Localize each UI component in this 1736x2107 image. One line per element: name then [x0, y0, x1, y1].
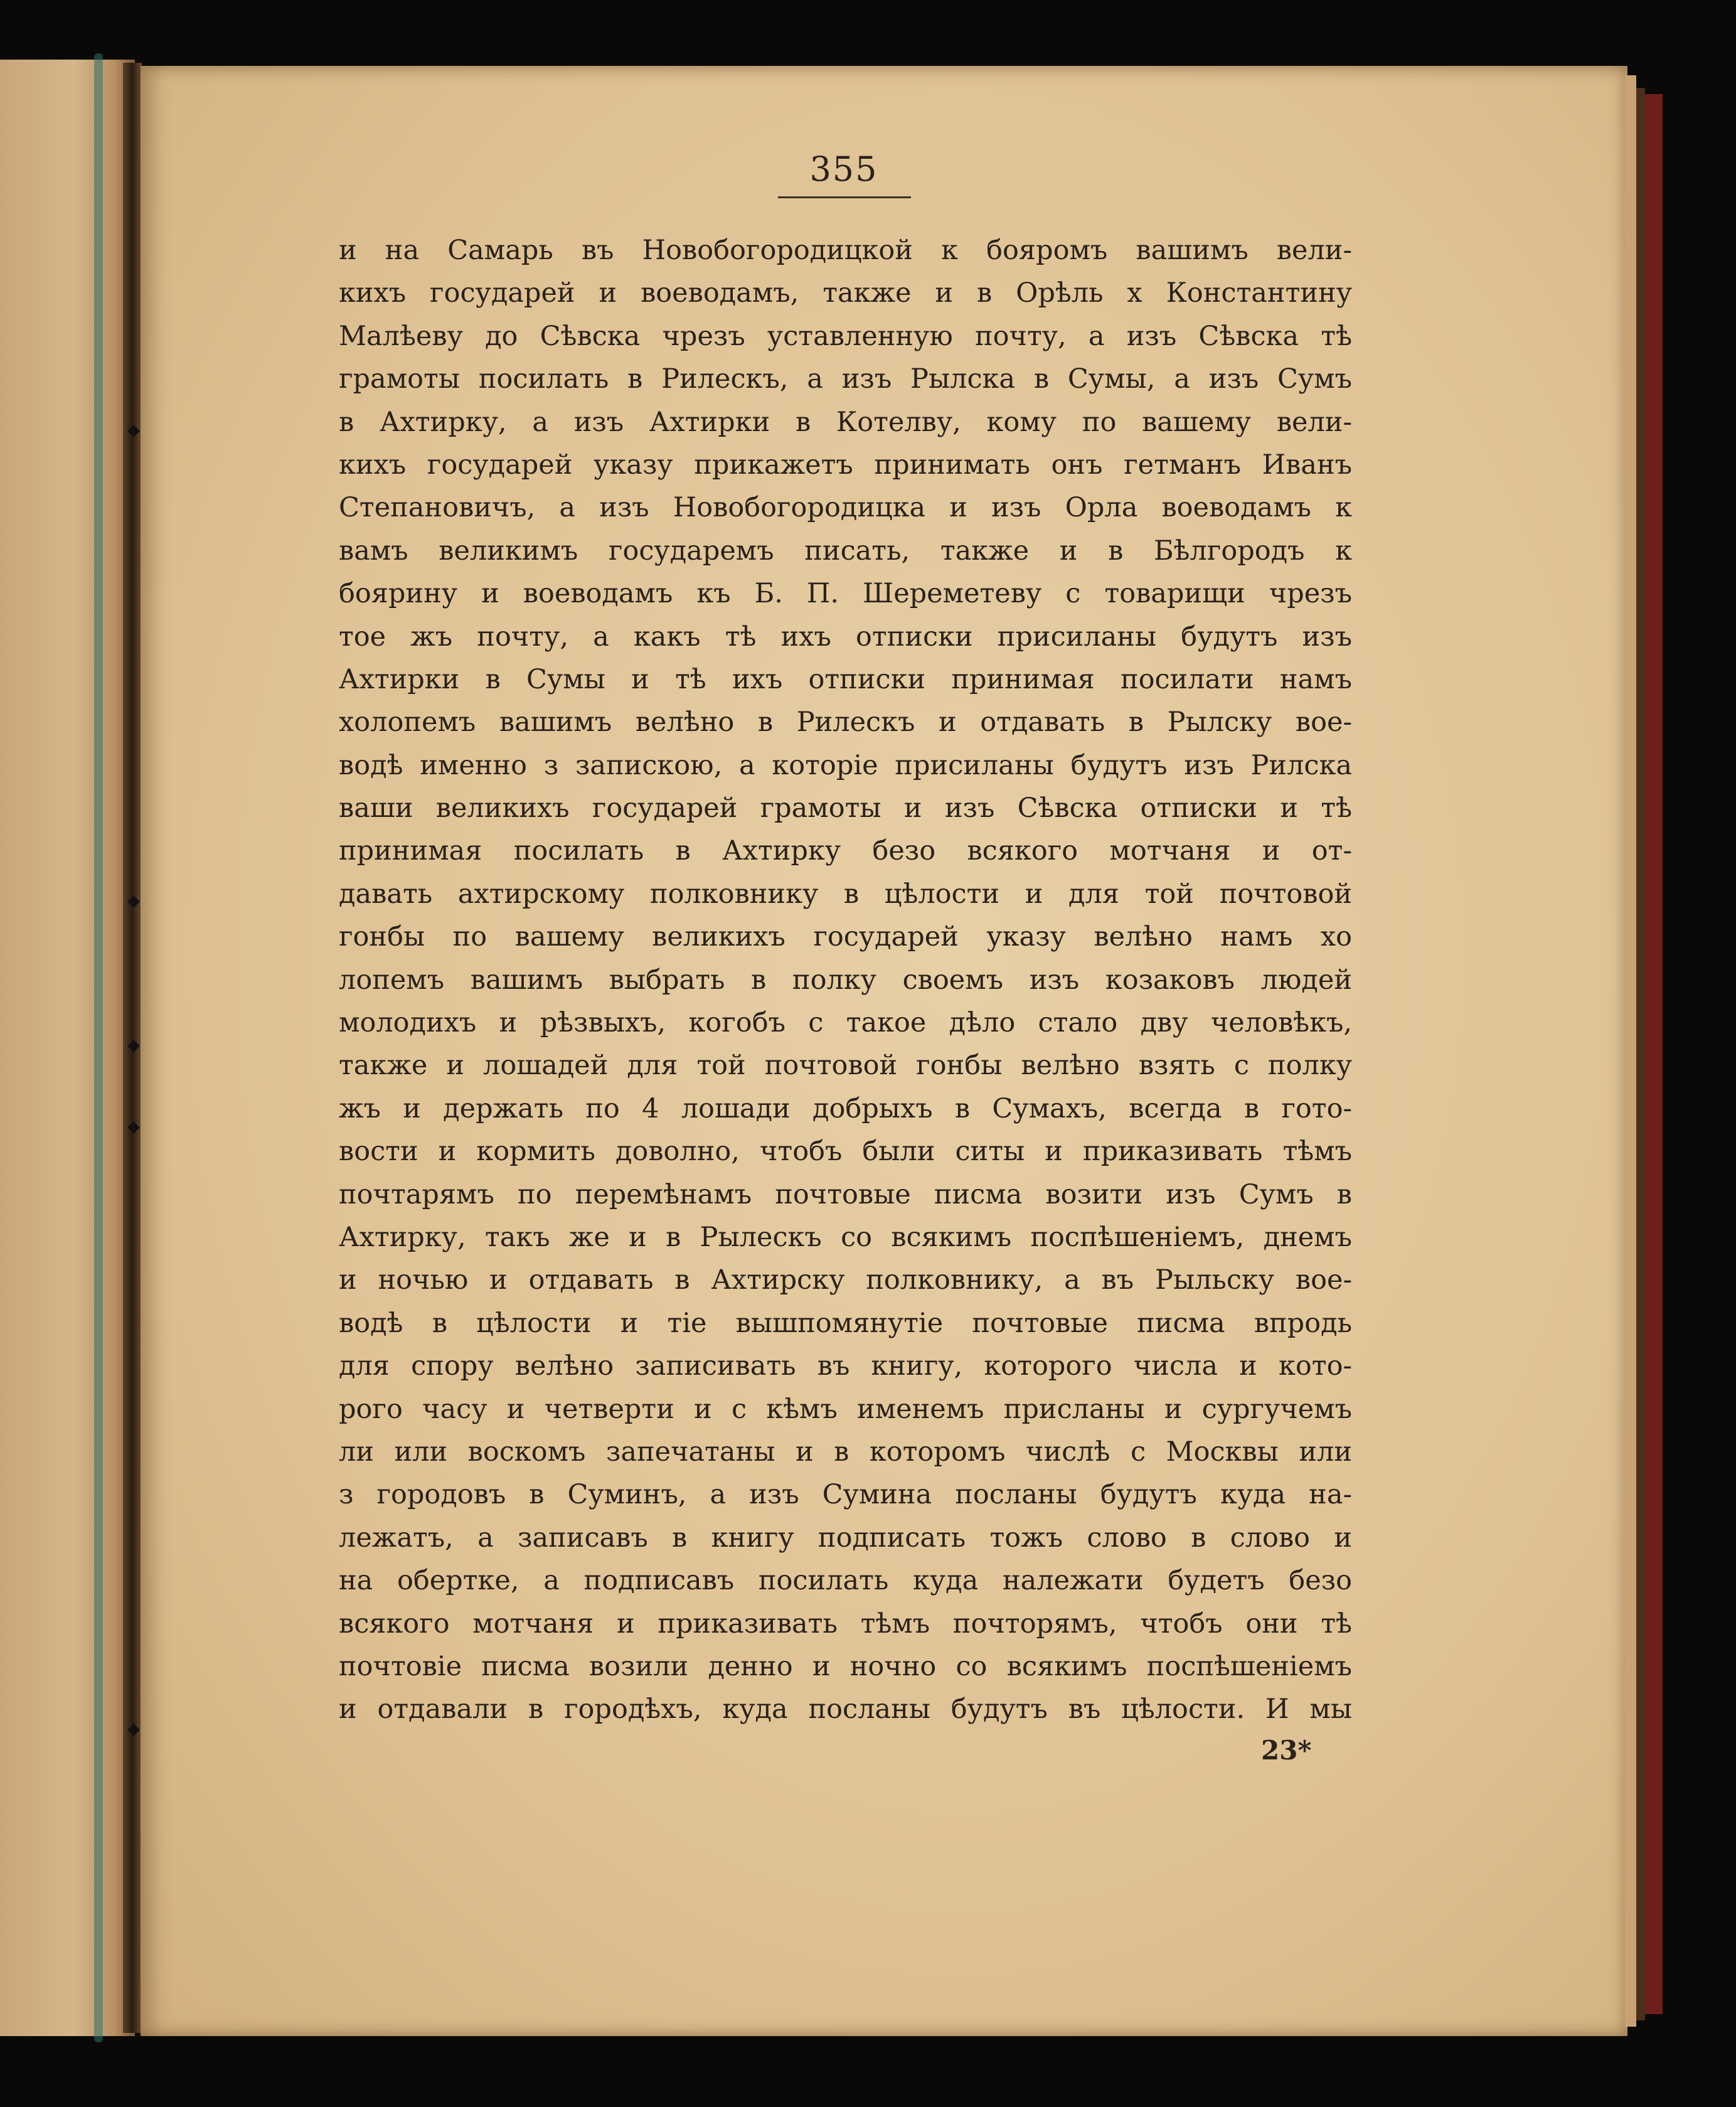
text-line: холопемъ вашимъ велѣно в Рилескъ и отдавать в Рылску вое-	[339, 707, 1352, 739]
printer-signature-mark: 23*	[1261, 1735, 1312, 1766]
text-line: и ночью и отдавать в Ахтирску полковнику, а въ Рыльску вое-	[339, 1264, 1352, 1296]
text-line: водѣ именно з запискою, а которіе присиланы будутъ изъ Рилска	[339, 749, 1352, 781]
text-line: жъ и держать по 4 лошади добрыхъ в Сумахъ, всегда в гото-	[339, 1092, 1352, 1124]
text-line: в Ахтирку, а изъ Ахтирки в Котелву, кому по вашему вели-	[339, 406, 1352, 438]
text-line: боярину и воеводамъ къ Б. П. Шереметеву с товарищи чрезъ	[339, 578, 1352, 610]
body-text	[339, 229, 1352, 1731]
text-line: Степановичъ, а изъ Новобогородицка и изъ Орла воеводамъ к	[339, 492, 1352, 524]
page-stack-edge	[1636, 88, 1645, 2020]
text-line: всякого мотчаня и приказивать тѣмъ почторямъ, чтобъ они тѣ	[339, 1608, 1352, 1640]
page-number-rule	[778, 196, 911, 198]
text-line: рого часу и четверти и с кѣмъ именемъ присланы и сургучемъ	[339, 1393, 1352, 1425]
text-line: Ахтирку, такъ же и в Рылескъ со всякимъ поспѣшеніемъ, днемъ	[339, 1221, 1352, 1253]
cover-edge	[1645, 94, 1663, 2014]
text-line: кихъ государей и воеводамъ, также и в Орѣль х Константину	[339, 277, 1352, 309]
text-line: вости и кормить доволно, чтобъ были ситы и приказивать тѣмъ	[339, 1136, 1352, 1168]
page-number: 355	[809, 149, 878, 189]
text-line: водѣ в цѣлости и тіе вышпомянутіе почтовые писма впродь	[339, 1307, 1352, 1339]
text-line: з городовъ в Суминъ, а изъ Сумина посланы будутъ куда на-	[339, 1479, 1352, 1511]
text-line: ли или воскомъ запечатаны и в которомъ числѣ с Москвы или	[339, 1436, 1352, 1468]
text-line: на обертке, а подписавъ посилать куда належати будетъ безо	[339, 1565, 1352, 1597]
text-line: гонбы по вашему великихъ государей указу велѣно намъ хо	[339, 921, 1352, 953]
previous-page-edge	[0, 60, 135, 2036]
text-line: лежатъ, а записавъ в книгу подписать тожъ слово в слово и	[339, 1522, 1352, 1554]
text-line: Ахтирки в Сумы и тѣ ихъ отписки принимая посилати намъ	[339, 663, 1352, 695]
text-line: и отдавали в городѣхъ, куда посланы будутъ въ цѣлости. И мы	[339, 1694, 1352, 1726]
text-line: ваши великихъ государей грамоты и изъ Сѣвска отписки и тѣ	[339, 792, 1352, 824]
text-line: и на Самарь въ Новобогородицкой к бояромъ вашимъ вели-	[339, 235, 1352, 266]
text-line: лопемъ вашимъ выбрать в полку своемъ изъ козаковъ людей	[339, 964, 1352, 996]
text-line: молодихъ и рѣзвыхъ, когобъ с такое дѣло стало дву человѣкъ,	[339, 1007, 1352, 1039]
text-line: почтовіе писма возили денно и ночно со всякимъ поспѣшеніемъ	[339, 1650, 1352, 1682]
text-line: Малѣеву до Сѣвска чрезъ уставленную почту, а изъ Сѣвска тѣ	[339, 320, 1352, 352]
text-line: принимая посилать в Ахтирку безо всякого мотчаня и от-	[339, 835, 1352, 867]
text-line: почтарямъ по перемѣнамъ почтовые писма возити изъ Сумъ в	[339, 1178, 1352, 1210]
text-line: для спору велѣно записивать въ книгу, которого числа и кото-	[339, 1350, 1352, 1382]
binding-rim	[94, 53, 103, 2042]
text-line: грамоты посилать в Рилескъ, а изъ Рылска в Сумы, а изъ Сумъ	[339, 363, 1352, 395]
text-line: кихъ государей указу прикажетъ принимать онъ гетманъ Иванъ	[339, 449, 1352, 481]
text-line: также и лошадей для той почтовой гонбы велѣно взять с полку	[339, 1050, 1352, 1082]
text-line: давать ахтирскому полковнику в цѣлости и для той почтовой	[339, 878, 1352, 910]
text-line: тое жъ почту, а какъ тѣ ихъ отписки присиланы будутъ изъ	[339, 621, 1352, 653]
page-stack-edge	[1625, 75, 1636, 2027]
text-line: вамъ великимъ государемъ писать, также и в Бѣлгородъ к	[339, 535, 1352, 567]
